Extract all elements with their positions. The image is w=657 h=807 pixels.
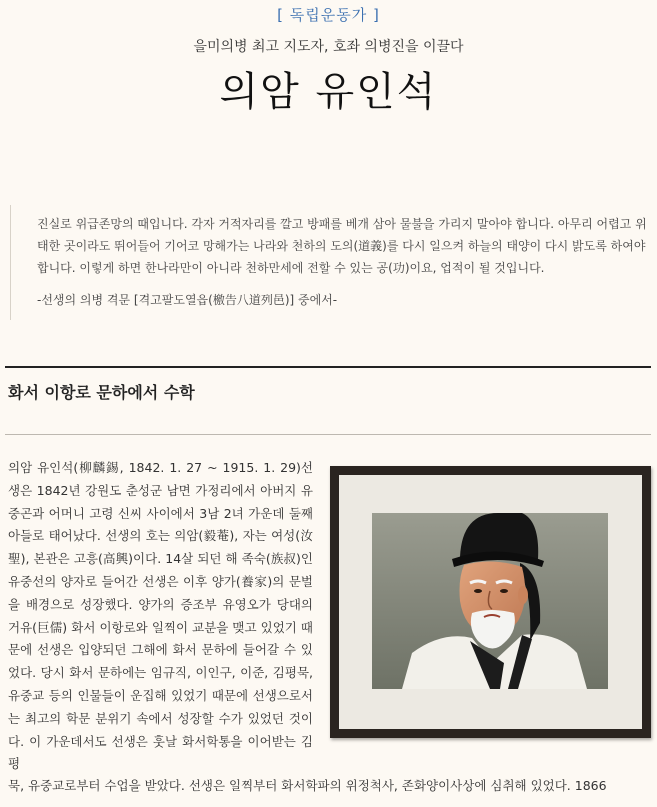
portrait-mat <box>339 475 642 729</box>
quote-text: 진실로 위급존망의 때입니다. 각자 거적자리를 깔고 방패를 베개 삼아 물불을 가리지 말아야 합니다. 아무리 어렵고 위태한 곳이라도 뛰어들어 기어코 망해가는 나라와 천하의 도의(道義)를 다시 일으켜 하늘의 태양이 다시 밝도록 하여야 합니다. 이렇게 하면 한나라만이 아니라 천하만세에 전할 수 있는 공(功)이요, 업적이 될 것입니다. <box>37 217 647 275</box>
quote-source: -선생의 의병 격문 [격고팔도열읍(檄告八道列邑)] 중에서- <box>37 293 338 307</box>
portrait-illustration <box>372 513 608 689</box>
portrait-frame <box>330 466 651 738</box>
page-title: 의암 유인석 <box>219 69 438 115</box>
section-divider-bottom <box>5 434 651 435</box>
body-paragraph-continued: 묵, 유중교로부터 수업을 받았다. 선생은 일찍부터 화서학파의 위정척사, 존화양이사상에 심취해 있었다. 1866 <box>8 778 607 793</box>
section-divider-top <box>5 366 651 368</box>
page-subtitle: 을미의병 최고 지도자, 호좌 의병진을 이끌다 <box>193 39 464 55</box>
portrait-image <box>372 513 608 689</box>
section-heading: 화서 이항로 문하에서 수학 <box>8 383 195 402</box>
category-label: [ 독립운동가 ] <box>277 6 380 24</box>
quote-block <box>10 205 651 320</box>
body-paragraph: 의암 유인석(柳麟錫, 1842. 1. 27 ~ 1915. 1. 29)선생은 1842년 강원도 춘성군 남면 가정리에서 아버지 유중곤과 어머니 고령 신씨 사이에서 3남 2녀 가운데 둘째 아들로 태어났다. 선생의 호는 의암(毅菴), 자는 여성(汝聖), 본관은 고흥(高興)이다. 14살 되던 해 족숙(族叔)인 유중선의 양자로 들어간 선생은 이후 양가(養家)의 문벌을 배경으로 성장했다. 양가의 증조부 유영오가 당대의 거유(巨儒) 화서 이항로와 일찍이 교분을 맺고 있었기 때문에 선생은 입양되던 그해에 화서 문하에 들어갈 수 있었다. 당시 화서 문하에는 임규직, 이인구, 이준, 김평묵, 유중교 등의 인물들이 운집해 있었기 때문에 선생으로서는 최고의 학문 분위기 속에서 성장할 수가 있었던 것이다. 이 가운데서도 선생은 훗날 화서학통을 이어받는 김평 <box>8 460 313 772</box>
